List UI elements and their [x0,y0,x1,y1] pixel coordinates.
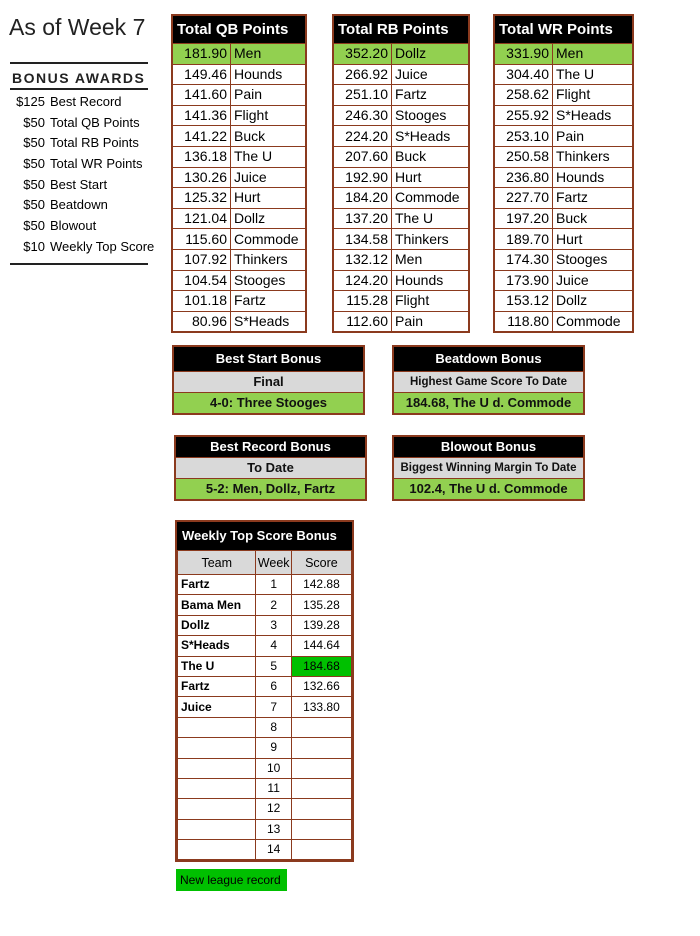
award-row [8,154,158,175]
team-cell: Men [553,44,634,65]
weekly-row [178,575,352,595]
points-cell: 174.30 [494,249,553,270]
qb-table-title: Total QB Points [172,15,306,44]
team-cell: Dollz [553,291,634,312]
weekly-table [177,550,352,860]
best-record-value: 5-2: Men, Dollz, Fartz [176,478,365,499]
table-row [172,85,306,106]
table-row [333,291,469,312]
weekly-header-cell: Team [178,551,256,575]
team-cell: Men [392,249,470,270]
heading-divider [10,88,148,90]
table-row [494,188,633,209]
team-cell: Fartz [231,291,307,312]
points-cell: 258.62 [494,85,553,106]
table-row [333,249,469,270]
points-cell: 141.36 [172,105,231,126]
table-row [333,188,469,209]
award-name: Total RB Points [50,135,139,151]
table-row [172,208,306,229]
table-row [333,270,469,291]
team-cell: Buck [553,208,634,229]
table-row [172,291,306,312]
team-cell: Flight [553,85,634,106]
team-cell: Juice [392,64,470,85]
points-cell: 153.12 [494,291,553,312]
team-cell: Stooges [231,270,307,291]
points-cell: 80.96 [172,311,231,332]
award-amount: $50 [23,135,45,151]
award-amount: $50 [23,114,45,130]
team-cell: Hounds [231,64,307,85]
table-row [494,64,633,85]
points-cell: 149.46 [172,64,231,85]
weekly-score-cell [291,840,351,860]
points-cell: 136.18 [172,146,231,167]
weekly-week-cell: 3 [256,615,291,635]
table-row [172,146,306,167]
points-cell: 189.70 [494,229,553,250]
table-row [494,249,633,270]
award-list [8,92,158,258]
points-cell: 236.80 [494,167,553,188]
table-row [494,146,633,167]
weekly-week-cell: 8 [256,717,291,737]
weekly-row [178,595,352,615]
weekly-row [178,840,352,860]
team-cell: Buck [392,146,470,167]
weekly-team-cell [178,799,256,819]
weekly-score-cell [291,778,351,798]
weekly-score-cell: 135.28 [291,595,351,615]
qb-points-table [171,14,307,333]
team-cell: Pain [553,126,634,147]
weekly-score-cell [291,758,351,778]
weekly-team-cell [178,738,256,758]
points-cell: 101.18 [172,291,231,312]
team-cell: Hounds [392,270,470,291]
team-cell: The U [392,208,470,229]
weekly-team-cell: The U [178,656,256,676]
wr-table-title: Total WR Points [494,15,633,44]
table-row [333,229,469,250]
award-name: Total QB Points [50,114,140,130]
beatdown-bonus [392,345,585,415]
team-cell: Hurt [392,167,470,188]
points-cell: 184.20 [333,188,392,209]
team-cell: The U [553,64,634,85]
points-cell: 197.20 [494,208,553,229]
weekly-score-cell [291,738,351,758]
weekly-week-cell: 4 [256,636,291,656]
table-row [333,126,469,147]
weekly-row [178,636,352,656]
award-amount: $50 [23,218,45,234]
weekly-row [178,656,352,676]
beatdown-value: 184.68, The U d. Commode [394,392,583,413]
table-row [172,188,306,209]
weekly-week-cell: 5 [256,656,291,676]
points-cell: 112.60 [333,311,392,332]
team-cell: S*Heads [392,126,470,147]
team-cell: Pain [231,85,307,106]
points-cell: 115.28 [333,291,392,312]
points-cell: 124.20 [333,270,392,291]
award-amount: $50 [23,176,45,192]
team-cell: S*Heads [231,311,307,332]
weekly-week-cell: 10 [256,758,291,778]
table-row [172,64,306,85]
award-amount: $10 [23,238,45,254]
table-row [172,311,306,332]
points-cell: 255.92 [494,105,553,126]
points-cell: 134.58 [333,229,392,250]
weekly-week-cell: 13 [256,819,291,839]
weekly-team-cell: S*Heads [178,636,256,656]
team-cell: Buck [231,126,307,147]
team-cell: Commode [392,188,470,209]
points-cell: 266.92 [333,64,392,85]
weekly-score-cell [291,819,351,839]
best-record-sub: To Date [176,457,365,478]
team-cell: Flight [231,105,307,126]
team-cell: Juice [231,167,307,188]
team-cell: Fartz [392,85,470,106]
award-row [8,133,158,154]
points-cell: 132.12 [333,249,392,270]
points-cell: 173.90 [494,270,553,291]
team-cell: Juice [553,270,634,291]
award-name: Blowout [50,218,97,234]
weekly-team-cell: Bama Men [178,595,256,615]
table-row [494,167,633,188]
weekly-team-cell [178,758,256,778]
table-row [494,105,633,126]
weekly-team-cell: Dollz [178,615,256,635]
points-cell: 121.04 [172,208,231,229]
weekly-team-cell: Fartz [178,575,256,595]
team-cell: Stooges [392,105,470,126]
award-name: Total WR Points [50,156,143,172]
weekly-row [178,758,352,778]
points-cell: 352.20 [333,44,392,65]
team-cell: Commode [231,229,307,250]
weekly-week-cell: 6 [256,676,291,696]
weekly-team-cell [178,778,256,798]
table-row [172,270,306,291]
table-header-row [333,15,469,44]
table-row [172,249,306,270]
table-row [172,167,306,188]
points-cell: 251.10 [333,85,392,106]
award-amount: $50 [23,156,45,172]
page-title: As of Week 7 [9,14,146,40]
weekly-week-cell: 9 [256,738,291,758]
blowout-value: 102.4, The U d. Commode [394,478,583,499]
weekly-score-cell [291,717,351,737]
weekly-team-cell [178,819,256,839]
weekly-row [178,615,352,635]
points-cell: 207.60 [333,146,392,167]
weekly-team-cell: Fartz [178,676,256,696]
points-cell: 246.30 [333,105,392,126]
team-cell: Dollz [392,44,470,65]
table-header-row [494,15,633,44]
weekly-score-cell [291,799,351,819]
rb-table-title: Total RB Points [333,15,469,44]
beatdown-title: Beatdown Bonus [394,347,583,371]
table-row [333,146,469,167]
points-cell: 141.60 [172,85,231,106]
table-row [333,105,469,126]
table-row [494,44,633,65]
weekly-row [178,778,352,798]
points-cell: 192.90 [333,167,392,188]
weekly-row [178,697,352,717]
blowout-title: Blowout Bonus [394,437,583,457]
bonus-awards-heading: BONUS AWARDS [12,70,146,86]
points-cell: 224.20 [333,126,392,147]
weekly-score-cell: 144.64 [291,636,351,656]
points-cell: 253.10 [494,126,553,147]
team-cell: Thinkers [231,249,307,270]
weekly-top-score-bonus [175,520,354,862]
table-row [494,85,633,106]
bottom-divider [10,263,148,265]
points-cell: 304.40 [494,64,553,85]
weekly-score-cell: 132.66 [291,676,351,696]
table-row [333,85,469,106]
weekly-row [178,676,352,696]
table-row [172,126,306,147]
table-row [333,64,469,85]
best-record-bonus [174,435,367,501]
weekly-header-cell: Week [256,551,291,575]
team-cell: Men [231,44,307,65]
blowout-bonus [392,435,585,501]
points-cell: 118.80 [494,311,553,332]
table-row [494,311,633,332]
top-divider [10,62,148,64]
award-row [8,113,158,134]
team-cell: Fartz [553,188,634,209]
team-cell: Hurt [231,188,307,209]
team-cell: The U [231,146,307,167]
table-row [494,208,633,229]
weekly-team-cell [178,717,256,737]
weekly-row [178,819,352,839]
table-row [333,208,469,229]
points-cell: 250.58 [494,146,553,167]
award-name: Best Start [50,176,108,192]
weekly-team-cell: Juice [178,697,256,717]
weekly-week-cell: 14 [256,840,291,860]
award-row [8,195,158,216]
team-cell: S*Heads [553,105,634,126]
team-cell: Pain [392,311,470,332]
points-cell: 137.20 [333,208,392,229]
table-row [494,270,633,291]
team-cell: Thinkers [553,146,634,167]
award-row [8,237,158,258]
best-start-bonus [172,345,365,415]
table-header-row [172,15,306,44]
beatdown-sub: Highest Game Score To Date [394,371,583,392]
team-cell: Dollz [231,208,307,229]
best-start-sub: Final [174,371,363,392]
team-cell: Hounds [553,167,634,188]
best-start-value: 4-0: Three Stooges [174,392,363,413]
award-amount: $125 [16,94,45,109]
weekly-score-cell: 139.28 [291,615,351,635]
award-name: Best Record [50,94,122,109]
award-row [8,216,158,237]
team-cell: Hurt [553,229,634,250]
points-cell: 331.90 [494,44,553,65]
weekly-team-cell [178,840,256,860]
points-cell: 107.92 [172,249,231,270]
award-name: Weekly Top Score [50,238,155,254]
points-cell: 125.32 [172,188,231,209]
table-row [333,44,469,65]
table-row [494,229,633,250]
weekly-week-cell: 7 [256,697,291,717]
weekly-week-cell: 11 [256,778,291,798]
table-row [172,229,306,250]
points-cell: 104.54 [172,270,231,291]
weekly-header-cell: Score [291,551,351,575]
award-row [8,175,158,196]
rb-points-table [332,14,470,333]
points-cell: 141.22 [172,126,231,147]
weekly-row [178,799,352,819]
weekly-row [178,717,352,737]
award-name: Beatdown [50,197,108,213]
points-cell: 181.90 [172,44,231,65]
table-row [494,126,633,147]
team-cell: Flight [392,291,470,312]
award-row [8,92,158,113]
weekly-week-cell: 1 [256,575,291,595]
blowout-sub: Biggest Winning Margin To Date [394,457,583,478]
weekly-score-cell: 184.68 [291,656,351,676]
best-start-title: Best Start Bonus [174,347,363,371]
points-cell: 115.60 [172,229,231,250]
award-amount: $50 [23,197,45,213]
best-record-title: Best Record Bonus [176,437,365,457]
weekly-score-cell: 133.80 [291,697,351,717]
table-row [333,311,469,332]
points-cell: 130.26 [172,167,231,188]
team-cell: Thinkers [392,229,470,250]
weekly-title: Weekly Top Score Bonus [177,522,352,550]
table-row [333,167,469,188]
team-cell: Commode [553,311,634,332]
table-row [172,44,306,65]
weekly-week-cell: 2 [256,595,291,615]
table-row [172,105,306,126]
wr-points-table [493,14,634,333]
table-row [494,291,633,312]
weekly-header-row [178,551,352,575]
points-cell: 227.70 [494,188,553,209]
team-cell: Stooges [553,249,634,270]
weekly-week-cell: 12 [256,799,291,819]
record-legend: New league record [176,869,287,891]
weekly-score-cell: 142.88 [291,575,351,595]
weekly-row [178,738,352,758]
